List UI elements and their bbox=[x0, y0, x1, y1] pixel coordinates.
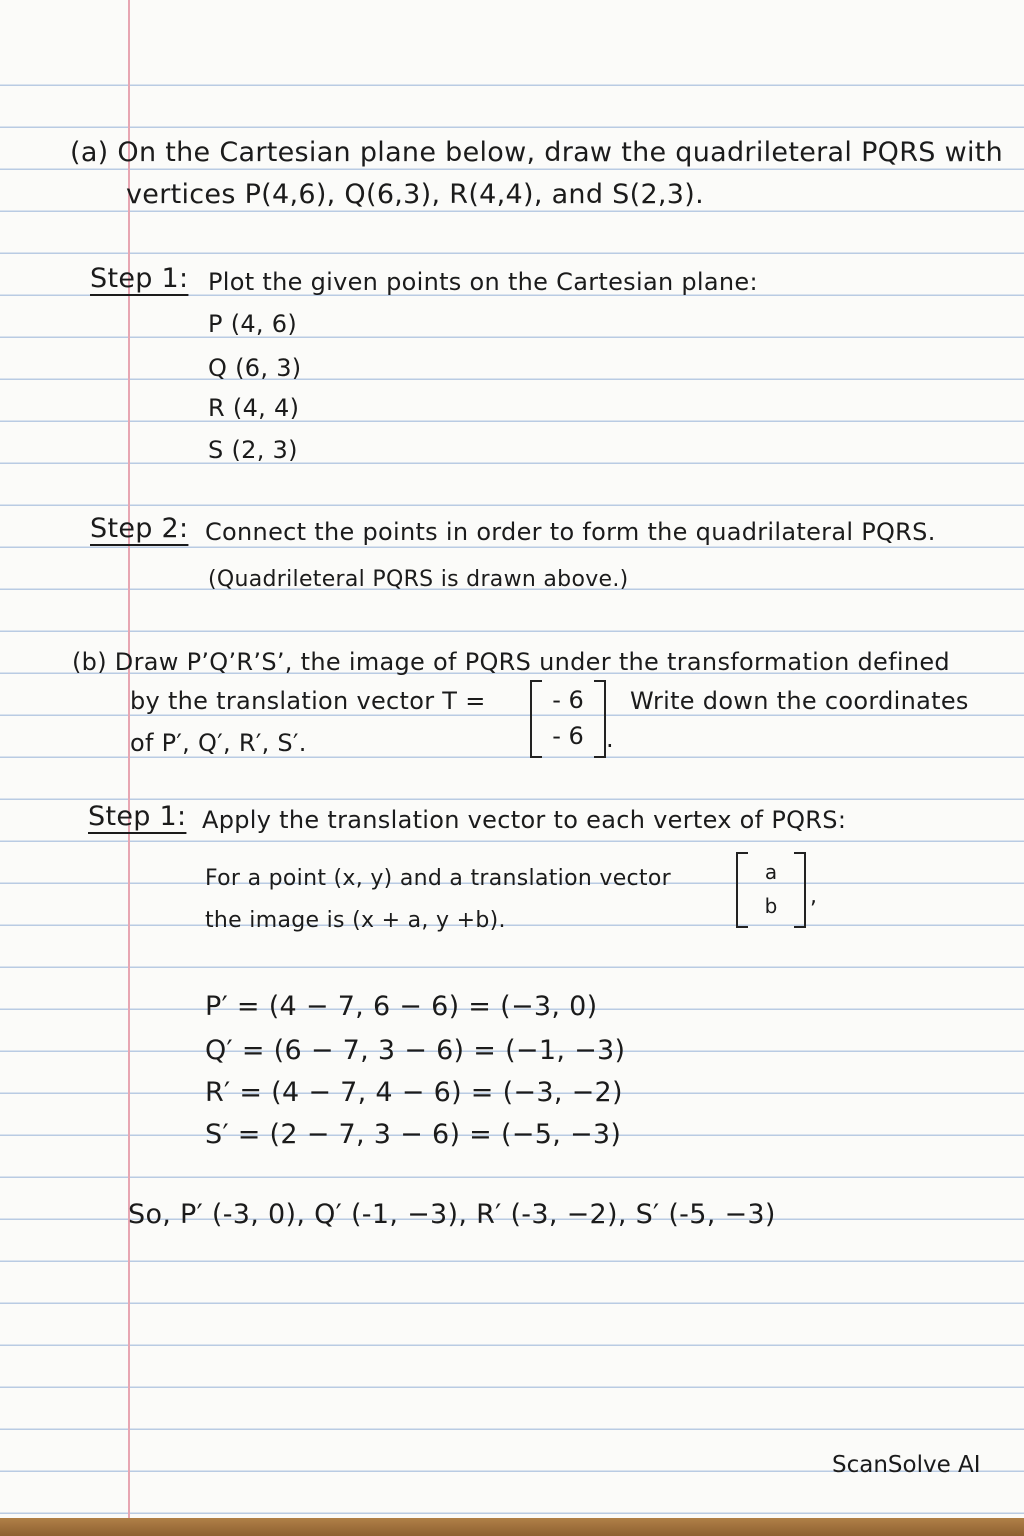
rule-line-1: For a point (x, y) and a translation vector bbox=[205, 866, 671, 891]
table-edge bbox=[0, 1518, 1024, 1536]
part-b-period: . bbox=[606, 725, 614, 753]
part-a-step-1-label: Step 1: bbox=[90, 263, 189, 294]
result-q-prime: Q′ = (6 − 7, 3 − 6) = (−1, −3) bbox=[205, 1035, 626, 1066]
part-a-step-2-label: Step 2: bbox=[90, 513, 189, 544]
rule-vector-matrix bbox=[736, 852, 806, 928]
part-b-question-line-2: by the translation vector T = bbox=[130, 687, 486, 715]
rule-line-2: the image is (x + a, y +b). bbox=[205, 908, 506, 933]
part-a-question-line-2: vertices P(4,6), Q(6,3), R(4,4), and S(2,3). bbox=[126, 179, 704, 210]
rule-comma: , bbox=[810, 884, 818, 909]
part-b-step-1-label: Step 1: bbox=[88, 801, 187, 832]
point-s: S (2, 3) bbox=[208, 436, 298, 464]
part-a-step-2-text: Connect the points in order to form the quadrilateral PQRS. bbox=[205, 518, 936, 546]
result-r-prime: R′ = (4 − 7, 4 − 6) = (−3, −2) bbox=[205, 1077, 623, 1108]
translation-vector-matrix bbox=[530, 680, 606, 758]
part-b-question-line-2-post: Write down the coordinates bbox=[630, 687, 969, 715]
result-p-prime: P′ = (4 − 7, 6 − 6) = (−3, 0) bbox=[205, 991, 598, 1022]
point-r: R (4, 4) bbox=[208, 394, 300, 422]
point-q: Q (6, 3) bbox=[208, 354, 302, 382]
point-p: P (4, 6) bbox=[208, 310, 298, 338]
translation-vector-bottom: - 6 bbox=[552, 722, 584, 750]
signature: ScanSolve AI bbox=[832, 1452, 981, 1478]
part-a-step-1-text: Plot the given points on the Cartesian plane: bbox=[208, 268, 758, 296]
part-a-step-2-note: (Quadrileteral PQRS is drawn above.) bbox=[208, 567, 629, 592]
part-b-question-line-1: (b) Draw P’Q’R’S’, the image of PQRS under the transformation defined bbox=[72, 648, 950, 676]
rule-vector-bottom: b bbox=[764, 894, 778, 918]
conclusion: So, P′ (-3, 0), Q′ (-1, −3), R′ (-3, −2), S′ (-5, −3) bbox=[128, 1199, 776, 1230]
rule-vector-top: a bbox=[764, 860, 778, 884]
part-b-question-line-3: of P′, Q′, R′, S′. bbox=[130, 729, 307, 757]
translation-vector-top: - 6 bbox=[552, 686, 584, 714]
part-a-question-line-1: (a) On the Cartesian plane below, draw the quadrileteral PQRS with bbox=[70, 137, 1004, 168]
part-b-step-1-text: Apply the translation vector to each vertex of PQRS: bbox=[202, 806, 847, 834]
result-s-prime: S′ = (2 − 7, 3 − 6) = (−5, −3) bbox=[205, 1119, 622, 1150]
